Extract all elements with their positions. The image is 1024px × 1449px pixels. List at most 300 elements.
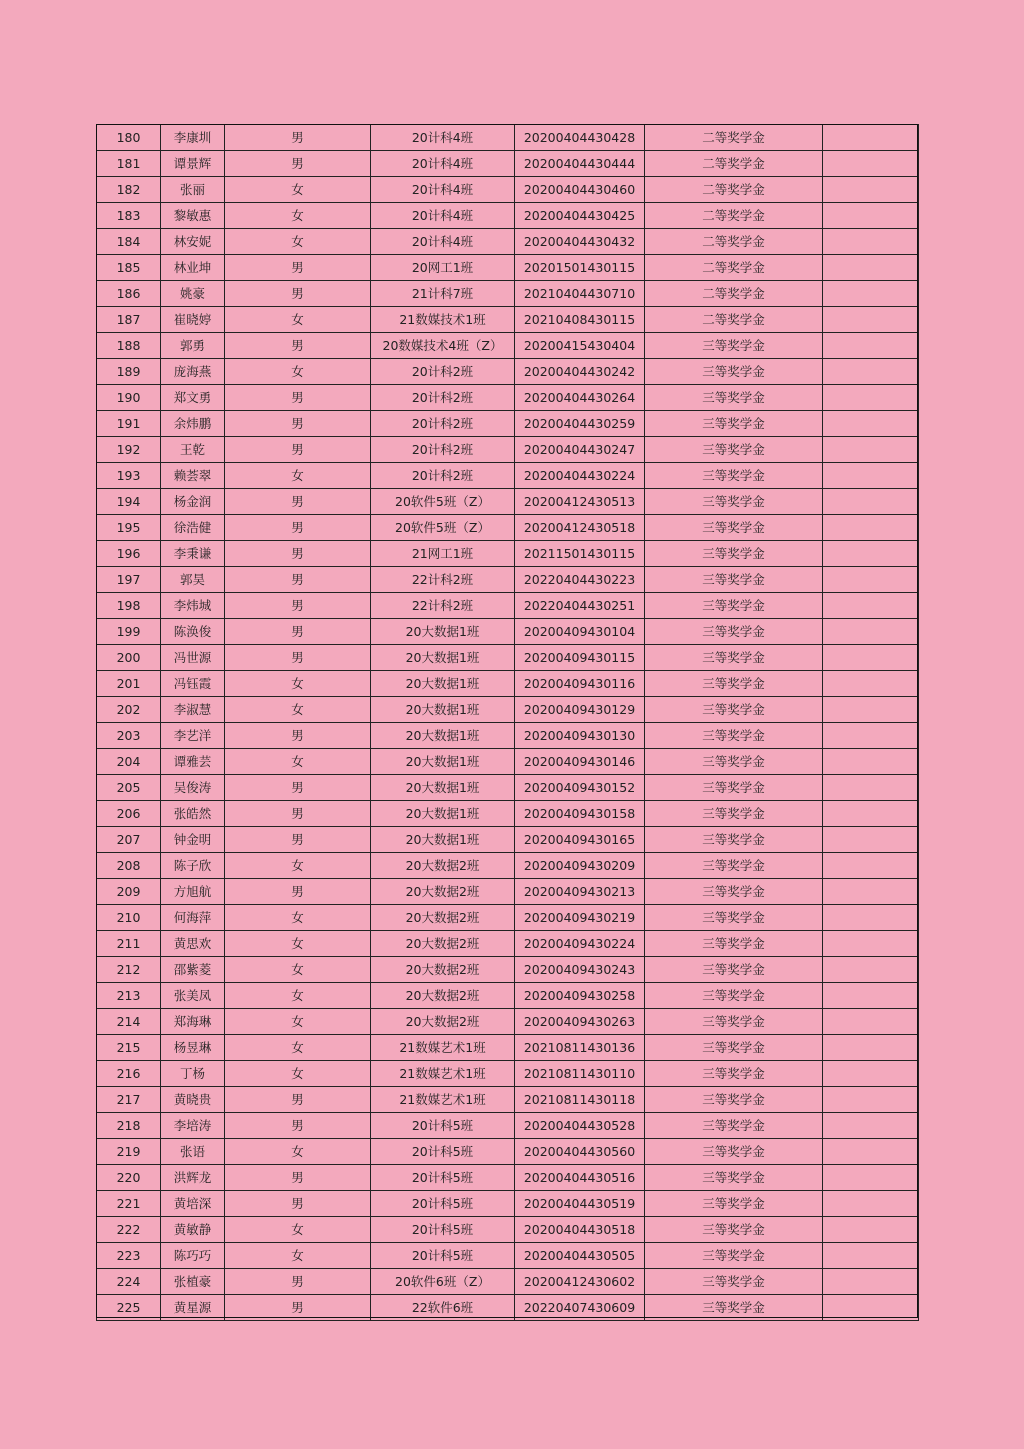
student-id-cell: 20210811430136 xyxy=(515,1035,645,1061)
student-id-cell: 20200409430165 xyxy=(515,827,645,853)
gender-cell: 女 xyxy=(225,359,371,385)
gender-cell: 女 xyxy=(225,463,371,489)
student-name-cell: 杨金润 xyxy=(161,489,225,515)
table-body xyxy=(97,125,919,1321)
student-id-cell: 20200409430130 xyxy=(515,723,645,749)
table-row xyxy=(97,333,919,359)
award-cell: 三等奖学金 xyxy=(645,463,823,489)
student-name-cell: 郭勇 xyxy=(161,333,225,359)
row-number-cell: 218 xyxy=(97,1113,161,1139)
student-id-cell: 20200404430242 xyxy=(515,359,645,385)
table-row xyxy=(97,307,919,333)
student-name-cell: 李培涛 xyxy=(161,1113,225,1139)
remark-cell xyxy=(823,307,919,333)
class-cell: 21计科7班 xyxy=(371,281,515,307)
gender-cell: 男 xyxy=(225,489,371,515)
remark-cell xyxy=(823,1165,919,1191)
table-row xyxy=(97,853,919,879)
table-row xyxy=(97,775,919,801)
award-cell: 三等奖学金 xyxy=(645,1009,823,1035)
table-row xyxy=(97,489,919,515)
table-row xyxy=(97,1269,919,1295)
table-row xyxy=(97,515,919,541)
remark-cell xyxy=(823,645,919,671)
row-number-cell: 202 xyxy=(97,697,161,723)
row-number-cell: 191 xyxy=(97,411,161,437)
award-cell: 三等奖学金 xyxy=(645,333,823,359)
award-cell: 三等奖学金 xyxy=(645,1061,823,1087)
student-name-cell: 林业坤 xyxy=(161,255,225,281)
student-name-cell: 林安妮 xyxy=(161,229,225,255)
row-number-cell: 201 xyxy=(97,671,161,697)
student-id-cell: 20210811430110 xyxy=(515,1061,645,1087)
remark-cell xyxy=(823,125,919,151)
student-id-cell: 20210408430115 xyxy=(515,307,645,333)
gender-cell: 男 xyxy=(225,567,371,593)
row-number-cell: 196 xyxy=(97,541,161,567)
student-id-cell: 20200404430519 xyxy=(515,1191,645,1217)
student-name-cell: 李秉谦 xyxy=(161,541,225,567)
table-row xyxy=(97,749,919,775)
row-number-cell: 199 xyxy=(97,619,161,645)
row-number-cell: 210 xyxy=(97,905,161,931)
award-cell: 三等奖学金 xyxy=(645,1217,823,1243)
award-cell: 三等奖学金 xyxy=(645,723,823,749)
table-row xyxy=(97,1243,919,1269)
student-name-cell: 李淑慧 xyxy=(161,697,225,723)
class-cell: 22计科2班 xyxy=(371,593,515,619)
student-name-cell: 赖荟翠 xyxy=(161,463,225,489)
class-cell: 20计科5班 xyxy=(371,1139,515,1165)
gender-cell: 女 xyxy=(225,203,371,229)
student-id-cell: 20200404430560 xyxy=(515,1139,645,1165)
student-name-cell: 邵紫菱 xyxy=(161,957,225,983)
class-cell: 20计科5班 xyxy=(371,1191,515,1217)
remark-cell xyxy=(823,1269,919,1295)
student-name-cell: 方旭航 xyxy=(161,879,225,905)
student-id-cell: 20200412430513 xyxy=(515,489,645,515)
remark-cell xyxy=(823,385,919,411)
gender-cell: 女 xyxy=(225,983,371,1009)
award-cell: 三等奖学金 xyxy=(645,567,823,593)
row-number-cell: 205 xyxy=(97,775,161,801)
student-id-cell: 20200404430505 xyxy=(515,1243,645,1269)
student-name-cell: 谭雅芸 xyxy=(161,749,225,775)
gender-cell: 男 xyxy=(225,1165,371,1191)
student-id-cell: 20200409430258 xyxy=(515,983,645,1009)
gender-cell: 男 xyxy=(225,1269,371,1295)
gender-cell: 女 xyxy=(225,1243,371,1269)
row-number-cell: 198 xyxy=(97,593,161,619)
award-cell: 三等奖学金 xyxy=(645,645,823,671)
student-id-cell: 20220404430251 xyxy=(515,593,645,619)
remark-cell xyxy=(823,203,919,229)
table-row xyxy=(97,177,919,203)
row-number-cell: 200 xyxy=(97,645,161,671)
remark-cell xyxy=(823,1061,919,1087)
remark-cell xyxy=(823,593,919,619)
remark-cell xyxy=(823,463,919,489)
table-row xyxy=(97,1217,919,1243)
student-name-cell: 冯钰霞 xyxy=(161,671,225,697)
gender-cell: 女 xyxy=(225,1139,371,1165)
award-cell: 三等奖学金 xyxy=(645,593,823,619)
table-row xyxy=(97,1061,919,1087)
award-cell: 三等奖学金 xyxy=(645,957,823,983)
row-number-cell: 182 xyxy=(97,177,161,203)
table-row xyxy=(97,1087,919,1113)
class-cell: 20大数据1班 xyxy=(371,697,515,723)
student-id-cell: 20200409430263 xyxy=(515,1009,645,1035)
student-id-cell: 20200409430129 xyxy=(515,697,645,723)
student-id-cell: 20200404430528 xyxy=(515,1113,645,1139)
award-cell: 三等奖学金 xyxy=(645,619,823,645)
student-id-cell: 20200409430146 xyxy=(515,749,645,775)
student-name-cell: 洪辉龙 xyxy=(161,1165,225,1191)
award-cell: 三等奖学金 xyxy=(645,801,823,827)
award-cell: 三等奖学金 xyxy=(645,1295,823,1321)
remark-cell xyxy=(823,1243,919,1269)
award-cell: 二等奖学金 xyxy=(645,229,823,255)
row-number-cell: 180 xyxy=(97,125,161,151)
class-cell: 20大数据1班 xyxy=(371,723,515,749)
gender-cell: 男 xyxy=(225,1191,371,1217)
remark-cell xyxy=(823,671,919,697)
award-cell: 三等奖学金 xyxy=(645,931,823,957)
row-number-cell: 215 xyxy=(97,1035,161,1061)
award-cell: 三等奖学金 xyxy=(645,1035,823,1061)
table-row xyxy=(97,255,919,281)
remark-cell xyxy=(823,697,919,723)
student-id-cell: 20210404430710 xyxy=(515,281,645,307)
class-cell: 21数媒技术1班 xyxy=(371,307,515,333)
gender-cell: 女 xyxy=(225,749,371,775)
table-row xyxy=(97,125,919,151)
table-row xyxy=(97,1139,919,1165)
award-cell: 三等奖学金 xyxy=(645,879,823,905)
class-cell: 20大数据2班 xyxy=(371,931,515,957)
row-number-cell: 211 xyxy=(97,931,161,957)
student-id-cell: 20220407430609 xyxy=(515,1295,645,1321)
award-cell: 三等奖学金 xyxy=(645,437,823,463)
remark-cell xyxy=(823,905,919,931)
student-name-cell: 陈子欣 xyxy=(161,853,225,879)
table-row xyxy=(97,671,919,697)
row-number-cell: 183 xyxy=(97,203,161,229)
student-name-cell: 张植豪 xyxy=(161,1269,225,1295)
student-id-cell: 20210811430118 xyxy=(515,1087,645,1113)
student-id-cell: 20200404430516 xyxy=(515,1165,645,1191)
student-id-cell: 20211501430115 xyxy=(515,541,645,567)
row-number-cell: 207 xyxy=(97,827,161,853)
class-cell: 20大数据2班 xyxy=(371,905,515,931)
table-row xyxy=(97,151,919,177)
remark-cell xyxy=(823,359,919,385)
table-row xyxy=(97,1295,919,1321)
class-cell: 20大数据1班 xyxy=(371,671,515,697)
class-cell: 20大数据1班 xyxy=(371,775,515,801)
table-row xyxy=(97,281,919,307)
award-cell: 三等奖学金 xyxy=(645,359,823,385)
class-cell: 20大数据2班 xyxy=(371,1009,515,1035)
table-row xyxy=(97,1191,919,1217)
remark-cell xyxy=(823,801,919,827)
row-number-cell: 213 xyxy=(97,983,161,1009)
student-id-cell: 20220404430223 xyxy=(515,567,645,593)
table-row xyxy=(97,827,919,853)
award-cell: 三等奖学金 xyxy=(645,1165,823,1191)
gender-cell: 男 xyxy=(225,437,371,463)
gender-cell: 男 xyxy=(225,125,371,151)
award-cell: 二等奖学金 xyxy=(645,255,823,281)
remark-cell xyxy=(823,281,919,307)
remark-cell xyxy=(823,567,919,593)
student-name-cell: 张皓然 xyxy=(161,801,225,827)
student-id-cell: 20201501430115 xyxy=(515,255,645,281)
student-name-cell: 黄星源 xyxy=(161,1295,225,1321)
gender-cell: 男 xyxy=(225,619,371,645)
class-cell: 20计科5班 xyxy=(371,1165,515,1191)
class-cell: 20计科4班 xyxy=(371,203,515,229)
table-row xyxy=(97,385,919,411)
remark-cell xyxy=(823,1113,919,1139)
gender-cell: 女 xyxy=(225,697,371,723)
gender-cell: 男 xyxy=(225,775,371,801)
award-cell: 三等奖学金 xyxy=(645,1191,823,1217)
row-number-cell: 185 xyxy=(97,255,161,281)
student-id-cell: 20200404430425 xyxy=(515,203,645,229)
student-name-cell: 张丽 xyxy=(161,177,225,203)
gender-cell: 男 xyxy=(225,801,371,827)
remark-cell xyxy=(823,1009,919,1035)
row-number-cell: 219 xyxy=(97,1139,161,1165)
remark-cell xyxy=(823,229,919,255)
table-row xyxy=(97,463,919,489)
remark-cell xyxy=(823,775,919,801)
award-cell: 三等奖学金 xyxy=(645,1087,823,1113)
remark-cell xyxy=(823,723,919,749)
table-row xyxy=(97,645,919,671)
table-row xyxy=(97,801,919,827)
gender-cell: 男 xyxy=(225,1295,371,1321)
award-cell: 三等奖学金 xyxy=(645,905,823,931)
row-number-cell: 212 xyxy=(97,957,161,983)
gender-cell: 男 xyxy=(225,1113,371,1139)
remark-cell xyxy=(823,541,919,567)
student-name-cell: 郭昊 xyxy=(161,567,225,593)
award-cell: 三等奖学金 xyxy=(645,411,823,437)
row-number-cell: 188 xyxy=(97,333,161,359)
table-row xyxy=(97,437,919,463)
remark-cell xyxy=(823,437,919,463)
student-name-cell: 黄培深 xyxy=(161,1191,225,1217)
student-id-cell: 20200409430213 xyxy=(515,879,645,905)
student-id-cell: 20200409430116 xyxy=(515,671,645,697)
award-cell: 三等奖学金 xyxy=(645,515,823,541)
award-cell: 三等奖学金 xyxy=(645,1113,823,1139)
student-id-cell: 20200409430243 xyxy=(515,957,645,983)
student-name-cell: 庞海燕 xyxy=(161,359,225,385)
student-name-cell: 杨昱琳 xyxy=(161,1035,225,1061)
class-cell: 20数媒技术4班（Z） xyxy=(371,333,515,359)
student-id-cell: 20200409430158 xyxy=(515,801,645,827)
row-number-cell: 186 xyxy=(97,281,161,307)
student-name-cell: 王乾 xyxy=(161,437,225,463)
table-row xyxy=(97,1035,919,1061)
scholarship-table xyxy=(96,124,919,1321)
gender-cell: 女 xyxy=(225,229,371,255)
student-name-cell: 冯世源 xyxy=(161,645,225,671)
row-number-cell: 224 xyxy=(97,1269,161,1295)
row-number-cell: 220 xyxy=(97,1165,161,1191)
student-id-cell: 20200415430404 xyxy=(515,333,645,359)
gender-cell: 男 xyxy=(225,151,371,177)
student-id-cell: 20200409430224 xyxy=(515,931,645,957)
class-cell: 20大数据2班 xyxy=(371,983,515,1009)
remark-cell xyxy=(823,489,919,515)
award-cell: 三等奖学金 xyxy=(645,1139,823,1165)
student-id-cell: 20200404430247 xyxy=(515,437,645,463)
award-cell: 二等奖学金 xyxy=(645,177,823,203)
student-id-cell: 20200409430115 xyxy=(515,645,645,671)
class-cell: 20大数据1班 xyxy=(371,827,515,853)
class-cell: 21数媒艺术1班 xyxy=(371,1061,515,1087)
student-name-cell: 陈涣俊 xyxy=(161,619,225,645)
student-name-cell: 黄思欢 xyxy=(161,931,225,957)
class-cell: 20大数据1班 xyxy=(371,801,515,827)
remark-cell xyxy=(823,1217,919,1243)
row-number-cell: 223 xyxy=(97,1243,161,1269)
remark-cell xyxy=(823,827,919,853)
remark-cell xyxy=(823,255,919,281)
row-number-cell: 221 xyxy=(97,1191,161,1217)
award-cell: 二等奖学金 xyxy=(645,125,823,151)
class-cell: 20计科5班 xyxy=(371,1113,515,1139)
class-cell: 20网工1班 xyxy=(371,255,515,281)
gender-cell: 男 xyxy=(225,255,371,281)
remark-cell xyxy=(823,619,919,645)
student-id-cell: 20200409430209 xyxy=(515,853,645,879)
award-cell: 三等奖学金 xyxy=(645,827,823,853)
remark-cell xyxy=(823,1295,919,1321)
table-row xyxy=(97,697,919,723)
row-number-cell: 194 xyxy=(97,489,161,515)
gender-cell: 男 xyxy=(225,827,371,853)
remark-cell xyxy=(823,515,919,541)
student-name-cell: 姚豪 xyxy=(161,281,225,307)
student-id-cell: 20200404430432 xyxy=(515,229,645,255)
gender-cell: 男 xyxy=(225,645,371,671)
gender-cell: 男 xyxy=(225,541,371,567)
class-cell: 21数媒艺术1班 xyxy=(371,1087,515,1113)
gender-cell: 女 xyxy=(225,671,371,697)
class-cell: 21网工1班 xyxy=(371,541,515,567)
remark-cell xyxy=(823,1087,919,1113)
student-name-cell: 张语 xyxy=(161,1139,225,1165)
row-number-cell: 209 xyxy=(97,879,161,905)
award-cell: 二等奖学金 xyxy=(645,151,823,177)
table-row xyxy=(97,1113,919,1139)
student-id-cell: 20200412430518 xyxy=(515,515,645,541)
student-name-cell: 张美凤 xyxy=(161,983,225,1009)
row-number-cell: 181 xyxy=(97,151,161,177)
student-id-cell: 20200404430259 xyxy=(515,411,645,437)
class-cell: 20计科2班 xyxy=(371,411,515,437)
gender-cell: 男 xyxy=(225,333,371,359)
gender-cell: 女 xyxy=(225,853,371,879)
class-cell: 22计科2班 xyxy=(371,567,515,593)
table-row xyxy=(97,619,919,645)
remark-cell xyxy=(823,1191,919,1217)
class-cell: 21数媒艺术1班 xyxy=(371,1035,515,1061)
remark-cell xyxy=(823,957,919,983)
row-number-cell: 214 xyxy=(97,1009,161,1035)
gender-cell: 男 xyxy=(225,723,371,749)
class-cell: 20大数据2班 xyxy=(371,853,515,879)
student-name-cell: 李艺洋 xyxy=(161,723,225,749)
class-cell: 20软件5班（Z） xyxy=(371,515,515,541)
award-cell: 二等奖学金 xyxy=(645,281,823,307)
class-cell: 20计科2班 xyxy=(371,385,515,411)
table-row xyxy=(97,931,919,957)
gender-cell: 男 xyxy=(225,281,371,307)
student-id-cell: 20200409430152 xyxy=(515,775,645,801)
row-number-cell: 195 xyxy=(97,515,161,541)
award-cell: 三等奖学金 xyxy=(645,489,823,515)
row-number-cell: 222 xyxy=(97,1217,161,1243)
award-cell: 三等奖学金 xyxy=(645,775,823,801)
table-row xyxy=(97,983,919,1009)
gender-cell: 男 xyxy=(225,879,371,905)
gender-cell: 女 xyxy=(225,905,371,931)
table-row xyxy=(97,541,919,567)
remark-cell xyxy=(823,879,919,905)
class-cell: 20大数据1班 xyxy=(371,619,515,645)
student-name-cell: 郑海琳 xyxy=(161,1009,225,1035)
remark-cell xyxy=(823,151,919,177)
student-name-cell: 李康圳 xyxy=(161,125,225,151)
award-cell: 二等奖学金 xyxy=(645,307,823,333)
remark-cell xyxy=(823,749,919,775)
row-number-cell: 216 xyxy=(97,1061,161,1087)
class-cell: 20计科4班 xyxy=(371,125,515,151)
student-id-cell: 20200409430219 xyxy=(515,905,645,931)
table-row xyxy=(97,879,919,905)
class-cell: 20计科4班 xyxy=(371,177,515,203)
class-cell: 20大数据2班 xyxy=(371,879,515,905)
scholarship-list-sheet xyxy=(96,124,918,1321)
gender-cell: 女 xyxy=(225,1035,371,1061)
gender-cell: 女 xyxy=(225,957,371,983)
student-name-cell: 黄晓贵 xyxy=(161,1087,225,1113)
row-number-cell: 187 xyxy=(97,307,161,333)
row-number-cell: 217 xyxy=(97,1087,161,1113)
award-cell: 三等奖学金 xyxy=(645,853,823,879)
gender-cell: 女 xyxy=(225,931,371,957)
student-id-cell: 20200404430518 xyxy=(515,1217,645,1243)
student-name-cell: 黎敏惠 xyxy=(161,203,225,229)
gender-cell: 女 xyxy=(225,177,371,203)
student-name-cell: 吴俊涛 xyxy=(161,775,225,801)
gender-cell: 女 xyxy=(225,307,371,333)
remark-cell xyxy=(823,333,919,359)
class-cell: 20计科2班 xyxy=(371,359,515,385)
class-cell: 20计科4班 xyxy=(371,229,515,255)
student-name-cell: 黄敏静 xyxy=(161,1217,225,1243)
gender-cell: 女 xyxy=(225,1217,371,1243)
class-cell: 20计科5班 xyxy=(371,1243,515,1269)
gender-cell: 男 xyxy=(225,385,371,411)
